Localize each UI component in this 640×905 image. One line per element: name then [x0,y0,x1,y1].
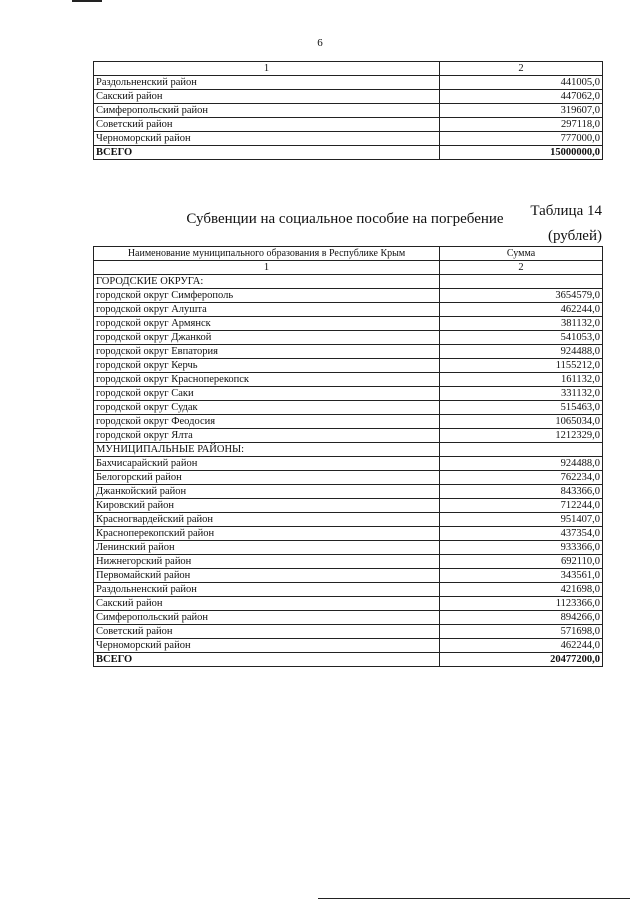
row-name: городской округ Саки [94,387,440,401]
row-name: ВСЕГО [94,653,440,667]
table-row [94,611,603,625]
row-name: Черноморский район [94,132,440,146]
col-number-1: 1 [94,261,440,275]
row-value: 933366,0 [440,541,603,555]
row-name: Раздольненский район [94,76,440,90]
row-name: Нижнегорский район [94,555,440,569]
footer-line [318,898,630,899]
row-name: Красноперекопский район [94,527,440,541]
table-row [94,359,603,373]
page-number: 6 [317,37,323,49]
table-header-numbers [94,62,603,76]
table-row [94,289,603,303]
table-row [94,583,603,597]
unit-label: (рублей) [547,228,602,244]
table-14 [93,246,603,667]
row-name: Советский район [94,118,440,132]
table-header [94,247,603,261]
row-name: Черноморский район [94,639,440,653]
row-value: 381132,0 [440,317,603,331]
table-caption: Таблица 14 [530,203,602,219]
row-value: 924488,0 [440,345,603,359]
row-name: Советский район [94,625,440,639]
table-row [94,317,603,331]
row-name: ВСЕГО [94,146,440,160]
row-value: 762234,0 [440,471,603,485]
table-row [94,555,603,569]
col-header-name: Наименование муниципального образования в Республике Крым [94,247,440,261]
row-value: 319607,0 [440,104,603,118]
table-row [94,597,603,611]
table-row [94,118,603,132]
section-row [94,443,603,457]
table-row [94,569,603,583]
row-value: 421698,0 [440,583,603,597]
col-number-2: 2 [440,62,603,76]
row-value: 462244,0 [440,303,603,317]
table-row [94,429,603,443]
table-row [94,76,603,90]
table-row [94,541,603,555]
row-value: 951407,0 [440,513,603,527]
row-name: городской округ Алушта [94,303,440,317]
table-row [94,457,603,471]
table-row [94,345,603,359]
row-value: 297118,0 [440,118,603,132]
row-value: 447062,0 [440,90,603,104]
col-number-2: 2 [440,261,603,275]
row-value: 1212329,0 [440,429,603,443]
row-value: 1123366,0 [440,597,603,611]
row-name: городской округ Джанкой [94,331,440,345]
row-name: городской округ Симферополь [94,289,440,303]
row-name: Кировский район [94,499,440,513]
row-value: 894266,0 [440,611,603,625]
table-row [94,104,603,118]
table-row [94,513,603,527]
row-value: 462244,0 [440,639,603,653]
row-name: Белогорский район [94,471,440,485]
table-row [94,373,603,387]
row-value: 571698,0 [440,625,603,639]
table-row [94,401,603,415]
row-value [440,275,603,289]
row-value: 437354,0 [440,527,603,541]
row-name: городской округ Судак [94,401,440,415]
table-title: Субвенции на социальное пособие на погребение [186,211,504,227]
col-header-sum: Сумма [440,247,603,261]
row-name: ГОРОДСКИЕ ОКРУГА: [94,275,440,289]
scan-mark [72,0,102,2]
row-name: Первомайский район [94,569,440,583]
row-name: Симферопольский район [94,104,440,118]
section-row [94,275,603,289]
row-value: 1065034,0 [440,415,603,429]
row-name: городской округ Керчь [94,359,440,373]
row-value: 331132,0 [440,387,603,401]
row-value: 15000000,0 [440,146,603,160]
row-value: 712244,0 [440,499,603,513]
row-name: Джанкойский район [94,485,440,499]
table-row [94,485,603,499]
row-value: 515463,0 [440,401,603,415]
row-name: Красногвардейский район [94,513,440,527]
row-value: 924488,0 [440,457,603,471]
row-name: городской округ Ялта [94,429,440,443]
row-value: 692110,0 [440,555,603,569]
row-value: 343561,0 [440,569,603,583]
row-value: 777000,0 [440,132,603,146]
table-row [94,625,603,639]
col-number-1: 1 [94,62,440,76]
row-name: городской округ Евпатория [94,345,440,359]
row-value [440,443,603,457]
row-name: Сакский район [94,597,440,611]
row-value: 1155212,0 [440,359,603,373]
table-13-continuation [93,61,603,160]
row-name: Сакский район [94,90,440,104]
table-row [94,90,603,104]
table-row [94,415,603,429]
row-name: МУНИЦИПАЛЬНЫЕ РАЙОНЫ: [94,443,440,457]
total-row [94,653,603,667]
row-name: городской округ Феодосия [94,415,440,429]
row-name: городской округ Армянск [94,317,440,331]
row-value: 161132,0 [440,373,603,387]
row-name: Бахчисарайский район [94,457,440,471]
table-row [94,499,603,513]
total-row [94,146,603,160]
table-row [94,471,603,485]
table-row [94,387,603,401]
row-value: 441005,0 [440,76,603,90]
table-row [94,527,603,541]
row-value: 843366,0 [440,485,603,499]
row-name: Раздольненский район [94,583,440,597]
row-name: Симферопольский район [94,611,440,625]
table-row [94,303,603,317]
table-row [94,639,603,653]
row-value: 3654579,0 [440,289,603,303]
table-header-numbers [94,261,603,275]
row-name: Ленинский район [94,541,440,555]
row-value: 20477200,0 [440,653,603,667]
row-name: городской округ Красноперекопск [94,373,440,387]
table-row [94,331,603,345]
table-row [94,132,603,146]
row-value: 541053,0 [440,331,603,345]
